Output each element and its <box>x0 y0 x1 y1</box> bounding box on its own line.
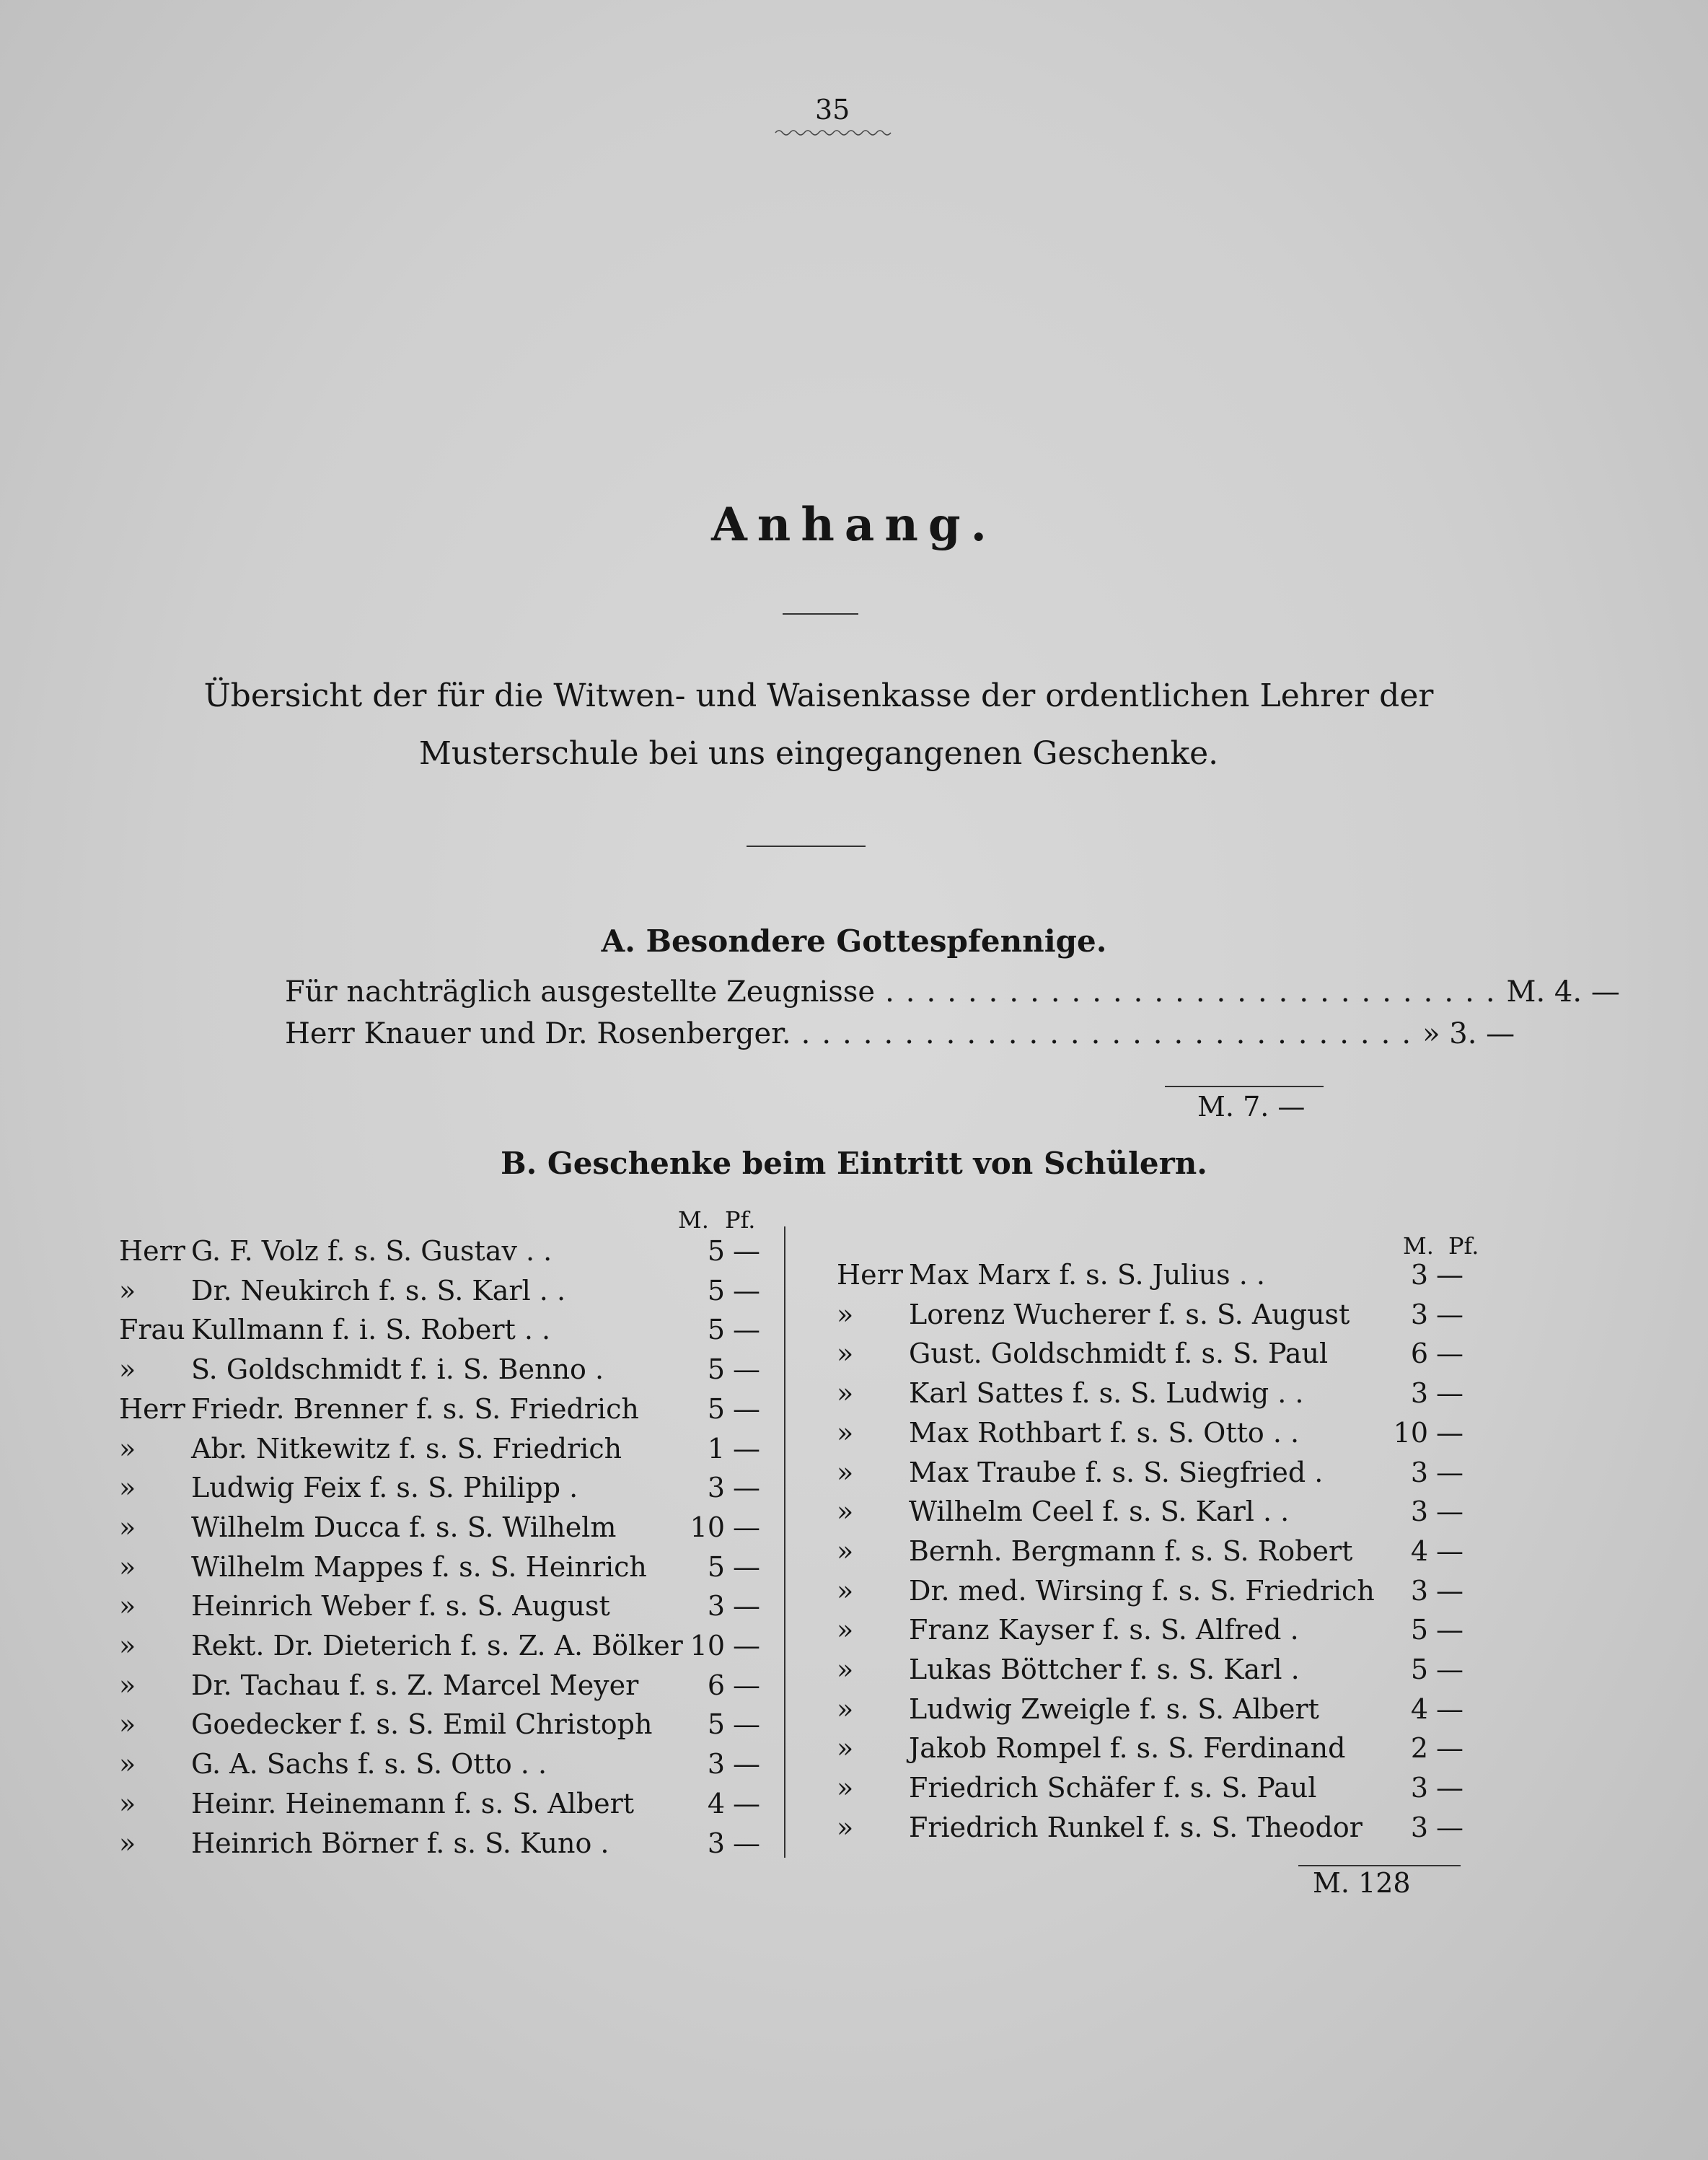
amount-mark: 4 <box>1410 1535 1428 1567</box>
amount-mark: 3 <box>1410 1259 1428 1291</box>
donor-row <box>119 1551 768 1592</box>
amount-pfennig: — <box>1436 1772 1463 1804</box>
donor-text: Max Rothbart f. s. S. Otto . . <box>909 1416 1300 1449</box>
column-divider <box>784 1226 785 1858</box>
subtitle: Übersicht der für die Witwen- und Waisenkasse der ordentlichen Lehrer der Musterschule bei uns eingegangenen Geschenke. <box>203 677 1434 772</box>
amount-mark: 3 <box>707 1472 725 1504</box>
donor-row <box>119 1275 768 1315</box>
amount-pfennig: — <box>1436 1456 1463 1488</box>
amount-mark: 5 <box>707 1353 725 1386</box>
donor-text: Wilhelm Mappes f. s. S. Heinrich <box>191 1550 647 1583</box>
donor-prefix: » <box>837 1811 854 1843</box>
amount-mark: 6 <box>1410 1338 1428 1370</box>
right-col-pf-header: Pf. <box>1448 1232 1479 1260</box>
amount-mark: 5 <box>1410 1614 1428 1646</box>
amount-mark: 10 <box>690 1511 725 1543</box>
amount-mark: 10 <box>1393 1416 1428 1449</box>
leader-dots: .............................. <box>885 975 1507 1009</box>
amount-pfennig: — <box>1436 1338 1463 1370</box>
donor-prefix: Herr <box>119 1392 185 1425</box>
donor-text: Friedr. Brenner f. s. S. Friedrich <box>191 1392 639 1425</box>
donor-prefix: » <box>837 1456 854 1488</box>
donor-text: Max Marx f. s. S. Julius . . <box>909 1259 1265 1291</box>
donor-prefix: » <box>119 1511 136 1543</box>
donor-text: Karl Sattes f. s. S. Ludwig . . <box>909 1377 1304 1410</box>
amount-mark: 3 <box>1410 1298 1428 1330</box>
donor-text: Lukas Böttcher f. s. S. Karl . <box>909 1654 1300 1685</box>
donor-text: Jakob Rompel f. s. S. Ferdinand <box>909 1732 1346 1765</box>
left-col-m-header: M. <box>678 1206 709 1234</box>
donor-text: Heinrich Börner f. s. S. Kuno . <box>191 1827 609 1859</box>
donor-prefix: Herr <box>119 1235 185 1267</box>
section-a-heading: A. Besondere Gottespfennige. <box>601 923 1107 959</box>
amount-mark: 6 <box>707 1669 725 1701</box>
donor-row <box>119 1235 768 1276</box>
amount-mark: 3 <box>1410 1574 1428 1607</box>
donor-text: Friedrich Runkel f. s. S. Theodor <box>909 1811 1363 1843</box>
section-a-amount: » 3. — <box>1422 1017 1515 1050</box>
amount-pfennig: — <box>733 1708 760 1741</box>
donor-row <box>837 1812 1471 1852</box>
donor-prefix: » <box>837 1416 854 1449</box>
donor-prefix: » <box>837 1496 854 1528</box>
donor-row <box>119 1827 768 1868</box>
amount-pfennig: — <box>733 1511 760 1543</box>
donor-row <box>837 1299 1471 1339</box>
leader-dots: .............................. <box>801 1017 1423 1050</box>
donor-row <box>119 1433 768 1473</box>
amount-mark: 5 <box>707 1392 725 1425</box>
amount-pfennig: — <box>733 1432 760 1465</box>
donor-row <box>119 1472 768 1512</box>
amount-mark: 3 <box>1410 1456 1428 1488</box>
amount-mark: 5 <box>707 1314 725 1346</box>
amount-mark: 5 <box>707 1708 725 1741</box>
amount-pfennig: — <box>733 1787 760 1819</box>
right-col-m-header: M. <box>1403 1232 1434 1260</box>
amount-pfennig: — <box>1436 1654 1463 1685</box>
donor-row <box>119 1314 768 1354</box>
donor-row <box>837 1654 1471 1694</box>
amount-mark: 5 <box>707 1235 725 1267</box>
section-a-sum-rule <box>1165 1086 1324 1087</box>
donor-row <box>119 1788 768 1828</box>
donor-prefix: » <box>837 1377 854 1410</box>
donor-prefix: » <box>119 1472 136 1504</box>
donor-text: Goedecker f. s. S. Emil Christoph <box>191 1708 653 1741</box>
donor-prefix: » <box>119 1274 136 1307</box>
amount-mark: 3 <box>707 1748 725 1781</box>
donor-text: Franz Kayser f. s. S. Alfred . <box>909 1614 1299 1646</box>
section-a-row <box>285 1017 1515 1059</box>
amount-pfennig: — <box>1436 1298 1463 1330</box>
donor-row <box>119 1511 768 1552</box>
amount-mark: 5 <box>707 1550 725 1583</box>
donor-row <box>837 1259 1471 1299</box>
donor-prefix: » <box>119 1353 136 1386</box>
section-b-heading: B. Geschenke beim Eintritt von Schülern. <box>501 1146 1207 1181</box>
page-number-ornament <box>775 128 891 137</box>
amount-pfennig: — <box>733 1353 760 1386</box>
donor-text: Abr. Nitkewitz f. s. S. Friedrich <box>191 1432 622 1465</box>
donor-text: Gust. Goldschmidt f. s. S. Paul <box>909 1338 1329 1370</box>
donor-text: Dr. med. Wirsing f. s. S. Friedrich <box>909 1574 1375 1607</box>
amount-pfennig: — <box>733 1827 760 1859</box>
donor-row <box>119 1748 768 1788</box>
subtitle-divider <box>747 846 866 847</box>
donor-text: Wilhelm Ducca f. s. S. Wilhelm <box>191 1511 617 1543</box>
amount-pfennig: — <box>1436 1535 1463 1567</box>
donor-row <box>837 1693 1471 1734</box>
amount-pfennig: — <box>733 1550 760 1583</box>
donor-prefix: » <box>119 1432 136 1465</box>
amount-pfennig: — <box>733 1630 760 1661</box>
donor-prefix: » <box>837 1654 854 1685</box>
amount-pfennig: — <box>1436 1496 1463 1528</box>
donor-row <box>837 1496 1471 1536</box>
amount-mark: 3 <box>1410 1496 1428 1528</box>
donor-text: Max Traube f. s. S. Siegfried . <box>909 1456 1324 1488</box>
amount-mark: 3 <box>1410 1377 1428 1410</box>
page-number: 35 <box>815 94 850 126</box>
section-a-row <box>285 975 1620 1017</box>
donor-prefix: » <box>837 1574 854 1607</box>
left-col-pf-header: Pf. <box>725 1206 756 1234</box>
amount-pfennig: — <box>1436 1377 1463 1410</box>
donor-prefix: Herr <box>837 1259 903 1291</box>
donor-text: Lorenz Wucherer f. s. S. August <box>909 1298 1350 1330</box>
donor-prefix: » <box>119 1669 136 1701</box>
donor-text: G. A. Sachs f. s. S. Otto . . <box>191 1748 547 1781</box>
donor-row <box>837 1575 1471 1615</box>
donor-prefix: » <box>119 1748 136 1781</box>
donor-row <box>119 1590 768 1630</box>
donor-prefix: » <box>837 1338 854 1370</box>
donor-prefix: » <box>119 1590 136 1623</box>
section-b-sum-rule <box>1298 1865 1461 1866</box>
section-a-amount: M. 4. — <box>1506 975 1620 1009</box>
donor-text: Friedrich Schäfer f. s. S. Paul <box>909 1772 1317 1804</box>
donor-text: Dr. Neukirch f. s. S. Karl . . <box>191 1274 566 1307</box>
amount-mark: 3 <box>707 1827 725 1859</box>
amount-mark: 1 <box>707 1432 725 1465</box>
donor-row <box>119 1393 768 1434</box>
donor-text: Bernh. Bergmann f. s. S. Robert <box>909 1535 1353 1567</box>
amount-pfennig: — <box>733 1590 760 1623</box>
donor-text: Heinr. Heinemann f. s. S. Albert <box>191 1787 635 1819</box>
amount-pfennig: — <box>1436 1732 1463 1765</box>
amount-pfennig: — <box>733 1392 760 1425</box>
donor-text: Ludwig Zweigle f. s. S. Albert <box>909 1693 1319 1725</box>
donor-prefix: » <box>837 1732 854 1765</box>
amount-pfennig: — <box>733 1669 760 1701</box>
donor-prefix: Frau <box>119 1314 185 1346</box>
page-title: Anhang. <box>711 498 997 552</box>
amount-pfennig: — <box>733 1314 760 1346</box>
amount-pfennig: — <box>1436 1574 1463 1607</box>
donor-prefix: » <box>119 1550 136 1583</box>
section-b-total: M. 128 <box>1313 1867 1411 1899</box>
donor-text: Wilhelm Ceel f. s. S. Karl . . <box>909 1496 1290 1528</box>
donor-prefix: » <box>119 1827 136 1859</box>
donor-text: Dr. Tachau f. s. Z. Marcel Meyer <box>191 1669 639 1701</box>
donor-row <box>837 1338 1471 1378</box>
amount-pfennig: — <box>1436 1693 1463 1725</box>
amount-mark: 3 <box>1410 1772 1428 1804</box>
amount-mark: 10 <box>690 1630 725 1661</box>
amount-pfennig: — <box>1436 1811 1463 1843</box>
amount-mark: 3 <box>707 1590 725 1623</box>
donor-text: Rekt. Dr. Dieterich f. s. Z. A. Bölker <box>191 1630 683 1661</box>
donor-text: G. F. Volz f. s. S. Gustav . . <box>191 1235 553 1267</box>
donor-row <box>119 1669 768 1710</box>
amount-pfennig: — <box>1436 1259 1463 1291</box>
donor-row <box>837 1535 1471 1576</box>
section-a-total: M. 7. — <box>1197 1091 1306 1123</box>
donor-prefix: » <box>837 1614 854 1646</box>
donor-row <box>837 1417 1471 1457</box>
amount-pfennig: — <box>1436 1614 1463 1646</box>
donor-prefix: » <box>837 1298 854 1330</box>
title-divider <box>783 613 858 615</box>
donor-prefix: » <box>837 1535 854 1567</box>
amount-mark: 3 <box>1410 1811 1428 1843</box>
donor-row <box>119 1708 768 1749</box>
donor-row <box>119 1630 768 1670</box>
amount-mark: 5 <box>1410 1654 1428 1685</box>
section-a-label: Für nachträglich ausgestellte Zeugnisse <box>285 975 876 1009</box>
donor-prefix: » <box>119 1630 136 1661</box>
donor-text: Ludwig Feix f. s. S. Philipp . <box>191 1472 578 1504</box>
donor-prefix: » <box>837 1693 854 1725</box>
donor-row <box>837 1772 1471 1812</box>
amount-pfennig: — <box>733 1274 760 1307</box>
donor-row <box>119 1353 768 1394</box>
amount-pfennig: — <box>733 1472 760 1504</box>
amount-mark: 4 <box>707 1787 725 1819</box>
donor-text: Kullmann f. i. S. Robert . . <box>191 1314 551 1346</box>
amount-mark: 2 <box>1410 1732 1428 1765</box>
donor-prefix: » <box>837 1772 854 1804</box>
amount-pfennig: — <box>1436 1416 1463 1449</box>
amount-mark: 4 <box>1410 1693 1428 1725</box>
donor-text: S. Goldschmidt f. i. S. Benno . <box>191 1353 604 1386</box>
amount-pfennig: — <box>733 1748 760 1781</box>
donor-row <box>837 1614 1471 1654</box>
amount-mark: 5 <box>707 1274 725 1307</box>
donor-prefix: » <box>119 1787 136 1819</box>
donor-text: Heinrich Weber f. s. S. August <box>191 1590 610 1623</box>
donor-prefix: » <box>119 1708 136 1741</box>
amount-pfennig: — <box>733 1235 760 1267</box>
donor-row <box>837 1377 1471 1418</box>
section-a-label: Herr Knauer und Dr. Rosenberger. <box>285 1017 791 1050</box>
donor-row <box>837 1732 1471 1773</box>
donor-row <box>837 1457 1471 1497</box>
